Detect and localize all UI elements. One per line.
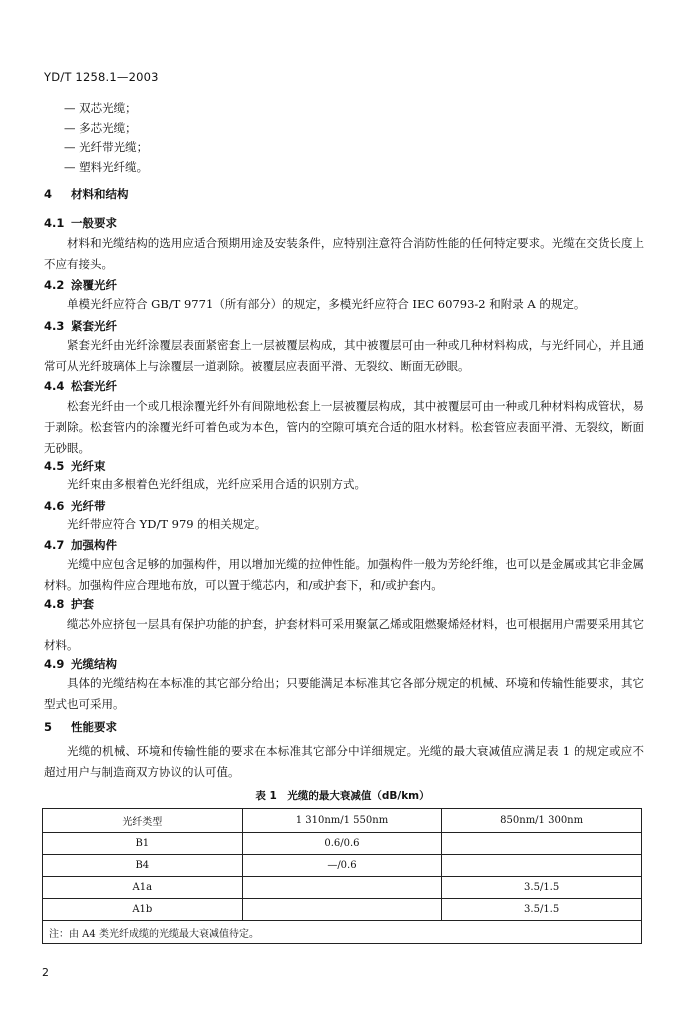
section-4-3-heading: 4.3 紧套光纤 (44, 319, 117, 333)
section-4-1-text: 材料和光缆结构的选用应适合预期用途及安装条件，应特别注意符合消防性能的任何特定要求。光缆在交货长度上不应有接头。 (44, 236, 644, 271)
section-4-5-text: 光纤束由多根着色光纤组成，光纤应采用合适的识别方式。 (67, 477, 366, 491)
section-4-6-text: 光纤带应符合 YD/T 979 的相关规定。 (67, 517, 267, 531)
table-note: 注：由 A4 类光纤成缆的光缆最大衰减值待定。 (43, 921, 642, 944)
section-4-6-heading: 4.6 光纤带 (44, 499, 106, 513)
table-cell: B1 (43, 833, 243, 855)
section-4-4-heading: 4.4 松套光纤 (44, 379, 117, 393)
table-header-cell: 光纤类型 (43, 809, 243, 833)
section-5-text: 光缆的机械、环境和传输性能的要求在本标准其它部分中详细规定。光缆的最大衰减值应满足表 1 的规定或应不超过用户与制造商双方协议的认可值。 (44, 744, 644, 779)
table-row (43, 877, 642, 899)
table-title: 表 1 光缆的最大衰减值（dB/km） (255, 790, 430, 802)
section-4-7-heading: 4.7 加强构件 (44, 538, 117, 552)
table-row (43, 855, 642, 877)
section-4-3-text: 紧套光纤由光纤涂覆层表面紧密套上一层被覆层构成，其中被覆层可由一种或几种材料构成，与光纤同心，并且通常可从光纤玻璃体上与涂覆层一道剥除。被覆层应表面平滑、无裂纹、断面无砂眼。 (44, 338, 644, 373)
table-cell: 3.5/1.5 (442, 899, 642, 921)
section-4-8-heading: 4.8 护套 (44, 597, 94, 611)
section-4-9-heading: 4.9 光缆结构 (44, 657, 117, 671)
table-header-row (43, 809, 642, 833)
section-4-2-text: 单模光纤应符合 GB/T 9771（所有部分）的规定，多模光纤应符合 IEC 60793-2 和附录 A 的规定。 (67, 297, 586, 311)
standard-id: YD/T 1258.1—2003 (44, 70, 159, 84)
table-header-cell: 1 310nm/1 550nm (242, 809, 442, 833)
table-cell: 3.5/1.5 (442, 877, 642, 899)
section-4-1-heading: 4.1 一般要求 (44, 216, 117, 230)
section-4-5-heading: 4.5 光纤束 (44, 459, 106, 473)
table-note-row (43, 921, 642, 944)
section-4-heading: 4 材料和结构 (44, 187, 129, 201)
list-item: — 光纤带光缆； (64, 140, 149, 154)
section-4-8-text: 缆芯外应挤包一层具有保护功能的护套，护套材料可采用聚氯乙烯或阻燃聚烯烃材料，也可根据用户需要采用其它材料。 (44, 617, 644, 652)
table-cell: 0.6/0.6 (242, 833, 442, 855)
cable-type-list (64, 100, 148, 178)
section-4-7-text: 光缆中应包含足够的加强构件，用以增加光缆的拉伸性能。加强构件一般为芳纶纤维，也可以是金属或其它非金属材料。加强构件应合理地布放，可以置于缆芯内，和/或护套下，和/或护套内。 (44, 557, 644, 592)
table-row (43, 833, 642, 855)
page-number: 2 (42, 966, 49, 979)
table-cell: A1b (43, 899, 243, 921)
table-cell: —/0.6 (242, 855, 442, 877)
table-cell (242, 877, 442, 899)
list-item: — 双芯光缆； (64, 101, 137, 115)
section-4-4-text: 松套光纤由一个或几根涂覆光纤外有间隙地松套上一层被覆层构成，其中被覆层可由一种或几种材料构成管状，易于剥除。松套管内的涂覆光纤可着色或为本色，管内的空隙可填充合适的阻水材料。松套管应表面平滑、无裂纹，断面无砂眼。 (44, 399, 644, 455)
table-cell (442, 833, 642, 855)
table-header-cell: 850nm/1 300nm (442, 809, 642, 833)
table-cell (242, 899, 442, 921)
table-cell: A1a (43, 877, 243, 899)
section-4-2-heading: 4.2 涂覆光纤 (44, 278, 117, 292)
list-item: — 多芯光缆； (64, 120, 137, 135)
attenuation-table (42, 808, 642, 944)
table-cell (442, 855, 642, 877)
list-item: — 塑料光纤缆。 (64, 159, 149, 174)
section-5-heading: 5 性能要求 (44, 720, 117, 734)
section-4-9-text: 具体的光缆结构在本标准的其它部分给出；只要能满足本标准其它各部分规定的机械、环境和传输性能要求，其它型式也可采用。 (44, 676, 644, 711)
table-row (43, 899, 642, 921)
table-cell: B4 (43, 855, 243, 877)
